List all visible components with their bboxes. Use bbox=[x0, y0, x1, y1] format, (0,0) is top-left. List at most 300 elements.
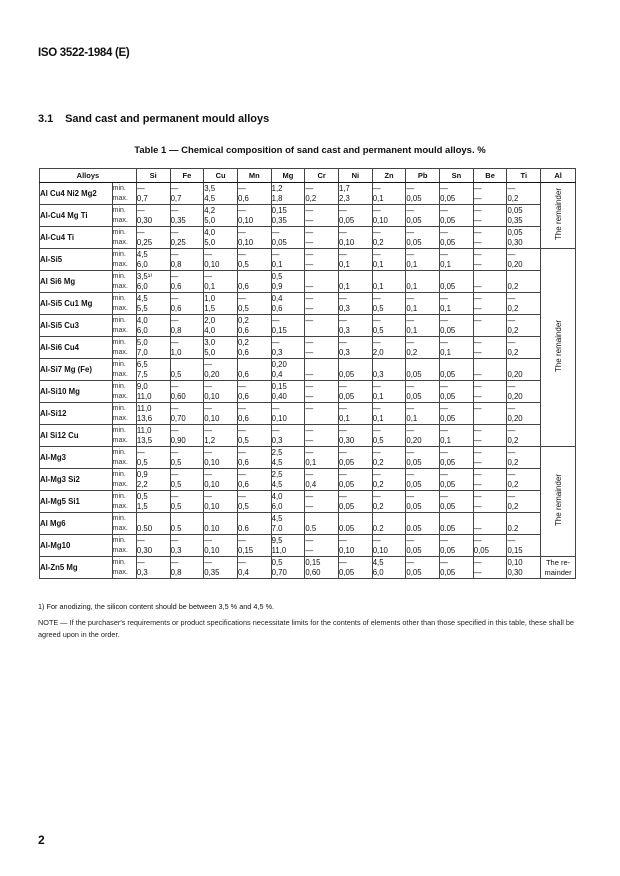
min-label: min. bbox=[112, 250, 126, 258]
min-value: — bbox=[305, 447, 314, 457]
max-value: 0,05 bbox=[440, 237, 456, 247]
table-row bbox=[40, 491, 576, 513]
min-value bbox=[474, 360, 507, 370]
cell-fe bbox=[170, 293, 204, 315]
alloy-name: Al-Si6 Cu4 bbox=[40, 337, 113, 359]
max-value: 0,05 bbox=[440, 391, 456, 401]
max-value: 0,3 bbox=[271, 347, 283, 357]
min-value: — bbox=[237, 535, 246, 545]
aluminium-remainder bbox=[541, 447, 576, 557]
min-value: 9,5 bbox=[271, 535, 283, 545]
cell-pb bbox=[406, 337, 440, 359]
max-value: 0,20 bbox=[507, 259, 523, 269]
limit-labels bbox=[112, 271, 136, 293]
min-value: 2,0 bbox=[204, 315, 216, 325]
column-header-be: Be bbox=[473, 169, 507, 183]
cell-si bbox=[136, 403, 170, 425]
min-value: — bbox=[271, 403, 280, 413]
min-value: — bbox=[473, 491, 482, 501]
min-value: — bbox=[305, 535, 314, 545]
cell-be bbox=[473, 491, 507, 513]
min-value bbox=[339, 272, 372, 282]
cell-sn bbox=[440, 513, 474, 535]
cell-cr bbox=[305, 425, 339, 447]
max-value: 0,1 bbox=[440, 347, 451, 357]
min-value: 4,0 bbox=[271, 491, 283, 501]
cell-sn bbox=[440, 491, 474, 513]
max-value: — bbox=[305, 303, 314, 313]
min-value: — bbox=[271, 249, 280, 259]
min-value bbox=[305, 360, 338, 370]
max-value: 0,10 bbox=[372, 215, 388, 225]
max-label: max. bbox=[112, 238, 128, 246]
alloy-name: Al-Si10 Mg bbox=[40, 381, 113, 403]
cell-pb bbox=[406, 513, 440, 535]
cell-cu bbox=[204, 315, 238, 337]
cell-mg bbox=[271, 469, 305, 491]
max-value: 0,1 bbox=[305, 457, 317, 467]
max-value: 0,30 bbox=[339, 435, 355, 445]
min-value: — bbox=[440, 447, 448, 457]
max-value: 5,5 bbox=[136, 303, 148, 313]
max-value: 0,10 bbox=[204, 259, 220, 269]
max-value: 0,2 bbox=[507, 457, 519, 467]
cell-pb bbox=[406, 293, 440, 315]
cell-fe bbox=[170, 535, 204, 557]
min-value: — bbox=[339, 557, 347, 567]
max-value: 4,5 bbox=[204, 193, 216, 203]
cell-ni bbox=[339, 205, 373, 227]
max-value: — bbox=[305, 501, 314, 511]
min-value: — bbox=[170, 381, 179, 391]
cell-mg bbox=[271, 557, 305, 579]
max-value: 5,0 bbox=[204, 347, 216, 357]
limit-labels bbox=[112, 249, 136, 271]
min-label: min. bbox=[112, 536, 126, 544]
cell-mn bbox=[237, 447, 271, 469]
cell-mn bbox=[237, 293, 271, 315]
min-value: — bbox=[372, 205, 381, 215]
max-value: 0,05 bbox=[406, 237, 422, 247]
min-value: — bbox=[473, 535, 482, 545]
min-value bbox=[507, 360, 540, 370]
max-value: 0,05 bbox=[339, 501, 355, 511]
cell-fe bbox=[170, 403, 204, 425]
max-value: 0,20 bbox=[507, 369, 523, 379]
min-value: — bbox=[473, 381, 482, 391]
cell-be bbox=[473, 227, 507, 249]
cell-mg bbox=[271, 491, 305, 513]
max-value: 0,05 bbox=[473, 545, 489, 555]
cell-si bbox=[136, 337, 170, 359]
cell-be bbox=[473, 293, 507, 315]
table-row bbox=[40, 271, 576, 293]
aluminium-remainder bbox=[541, 557, 576, 579]
max-value: 0,05 bbox=[339, 391, 355, 401]
cell-ti bbox=[507, 337, 541, 359]
max-value: — bbox=[305, 237, 314, 247]
max-label: max. bbox=[112, 546, 128, 554]
cell-be bbox=[473, 183, 507, 205]
max-value: 0,15 bbox=[237, 545, 254, 555]
max-label: max. bbox=[112, 370, 128, 378]
min-value: — bbox=[170, 271, 179, 281]
min-value: — bbox=[271, 425, 280, 435]
min-value: — bbox=[372, 337, 381, 347]
cell-sn bbox=[440, 535, 474, 557]
max-value: 6,0 bbox=[271, 501, 283, 511]
cell-be bbox=[473, 205, 507, 227]
max-value: 0,4 bbox=[305, 479, 317, 489]
min-value: — bbox=[237, 249, 246, 259]
table-row bbox=[40, 535, 576, 557]
max-value: 0,35 bbox=[271, 215, 287, 225]
cell-pb bbox=[406, 359, 440, 381]
max-value: 0,2 bbox=[406, 347, 418, 357]
cell-mg bbox=[271, 271, 305, 293]
max-value: 0,05 bbox=[440, 545, 456, 555]
max-value: 0,05 bbox=[440, 325, 456, 335]
max-value: 0,5 bbox=[237, 259, 249, 269]
cell-fe bbox=[170, 447, 204, 469]
min-value bbox=[406, 360, 439, 370]
min-value: — bbox=[372, 447, 381, 457]
min-value: — bbox=[440, 337, 448, 347]
table-row bbox=[40, 205, 576, 227]
max-value: 0,9 bbox=[271, 281, 283, 291]
cell-sn bbox=[440, 183, 474, 205]
cell-ti bbox=[507, 381, 541, 403]
max-value: 0,4 bbox=[237, 567, 249, 577]
min-value: — bbox=[339, 293, 347, 303]
max-value: — bbox=[473, 303, 482, 313]
max-value: 2,3 bbox=[339, 193, 350, 203]
min-value: — bbox=[305, 403, 314, 413]
max-value: 0,3 bbox=[339, 325, 350, 335]
min-value: 4,5 bbox=[136, 293, 148, 303]
min-label: min. bbox=[112, 272, 126, 280]
cell-cr bbox=[305, 359, 339, 381]
cell-cu bbox=[204, 403, 238, 425]
max-value: 0,5 bbox=[237, 435, 249, 445]
max-value: 0,2 bbox=[372, 457, 384, 467]
max-value: — bbox=[473, 567, 482, 577]
alloy-name: Al-Mg10 bbox=[40, 535, 113, 557]
min-value: — bbox=[473, 249, 482, 259]
column-header-zn: Zn bbox=[372, 169, 406, 183]
max-label: max. bbox=[112, 568, 128, 576]
cell-be bbox=[473, 403, 507, 425]
cell-cu bbox=[204, 293, 238, 315]
min-value: — bbox=[339, 469, 347, 479]
cell-zn bbox=[372, 513, 406, 535]
max-value: 0,1 bbox=[440, 259, 451, 269]
cell-cr bbox=[305, 513, 339, 535]
min-value: — bbox=[406, 227, 415, 237]
max-value: 0.5 bbox=[305, 523, 317, 533]
max-value: 4,0 bbox=[204, 325, 216, 335]
max-label: max. bbox=[112, 326, 128, 334]
min-label: min. bbox=[112, 426, 126, 434]
max-value: 0,90 bbox=[170, 435, 186, 445]
max-value: 0,6 bbox=[237, 281, 249, 291]
min-value: — bbox=[170, 557, 179, 567]
cell-ni bbox=[339, 381, 373, 403]
max-value: 0,6 bbox=[237, 391, 249, 401]
cell-zn bbox=[372, 315, 406, 337]
max-value: 0,1 bbox=[339, 413, 350, 423]
min-value: — bbox=[473, 227, 482, 237]
max-value: 0,10 bbox=[204, 413, 220, 423]
max-value: 0,05 bbox=[406, 479, 422, 489]
cell-mn bbox=[237, 315, 271, 337]
min-value: — bbox=[440, 249, 448, 259]
max-value bbox=[474, 326, 507, 336]
min-value: — bbox=[237, 557, 246, 567]
max-value: 0,70 bbox=[271, 567, 287, 577]
max-value: 0,8 bbox=[170, 259, 182, 269]
alloy-name: Al-Si5 Cu1 Mg bbox=[40, 293, 113, 315]
cell-fe bbox=[170, 249, 204, 271]
cell-pb bbox=[406, 227, 440, 249]
min-value: 0,10 bbox=[507, 557, 523, 567]
max-value: 0,8 bbox=[170, 325, 182, 335]
cell-ti bbox=[507, 403, 541, 425]
min-value: 4,2 bbox=[204, 205, 216, 215]
max-value: 0,20 bbox=[406, 435, 422, 445]
cell-ti bbox=[507, 513, 541, 535]
max-value: 0,05 bbox=[440, 369, 456, 379]
cell-mg bbox=[271, 227, 305, 249]
cell-sn bbox=[440, 381, 474, 403]
max-value: 0,2 bbox=[507, 501, 519, 511]
min-value: — bbox=[339, 535, 347, 545]
alloy-name: Al-Cu4 Mg Ti bbox=[40, 205, 113, 227]
min-value: 2,5 bbox=[271, 469, 283, 479]
min-value bbox=[238, 514, 271, 524]
cell-fe bbox=[170, 557, 204, 579]
cell-mn bbox=[237, 249, 271, 271]
max-value: 0,10 bbox=[372, 545, 388, 555]
cell-ti bbox=[507, 557, 541, 579]
cell-fe bbox=[170, 381, 204, 403]
min-value: — bbox=[170, 249, 179, 259]
cell-fe bbox=[170, 425, 204, 447]
max-value bbox=[474, 414, 507, 424]
max-value: 0,1 bbox=[406, 413, 418, 423]
cell-ni bbox=[339, 337, 373, 359]
cell-fe bbox=[170, 183, 204, 205]
max-label: max. bbox=[112, 480, 128, 488]
max-label: max. bbox=[112, 458, 128, 466]
min-value: — bbox=[204, 491, 213, 501]
min-value: — bbox=[170, 535, 179, 545]
min-value bbox=[204, 514, 237, 524]
max-value: 0,05 bbox=[271, 237, 287, 247]
max-value: 0,10 bbox=[204, 501, 220, 511]
min-value: — bbox=[507, 425, 516, 435]
max-value: 0,1 bbox=[440, 303, 451, 313]
max-value: 0,2 bbox=[507, 303, 519, 313]
min-value: — bbox=[170, 205, 179, 215]
column-header-ti: Ti bbox=[507, 169, 541, 183]
cell-mg bbox=[271, 249, 305, 271]
table-row bbox=[40, 293, 576, 315]
cell-fe bbox=[170, 359, 204, 381]
max-value: 0,1 bbox=[339, 281, 350, 291]
section-heading bbox=[38, 113, 269, 125]
min-value: — bbox=[507, 469, 516, 479]
column-header-cr: Cr bbox=[305, 169, 339, 183]
table-row bbox=[40, 447, 576, 469]
min-value: — bbox=[204, 535, 213, 545]
cell-ti bbox=[507, 491, 541, 513]
cell-mg bbox=[271, 535, 305, 557]
cell-be bbox=[473, 557, 507, 579]
max-value: 0,10 bbox=[271, 413, 287, 423]
max-value: 0,6 bbox=[170, 281, 182, 291]
cell-sn bbox=[440, 249, 474, 271]
min-value bbox=[305, 272, 338, 282]
max-value: 0,1 bbox=[372, 259, 384, 269]
limit-labels bbox=[112, 425, 136, 447]
cell-ti bbox=[507, 227, 541, 249]
max-value: 0.6 bbox=[237, 523, 249, 533]
alloy-name: Al-Si5 bbox=[40, 249, 113, 271]
section-number: 3.1 bbox=[38, 113, 54, 125]
max-value: — bbox=[473, 281, 482, 291]
max-value: 0,2 bbox=[372, 479, 384, 489]
cell-be bbox=[473, 337, 507, 359]
min-value: — bbox=[406, 249, 415, 259]
max-value: — bbox=[473, 501, 482, 511]
max-label: max. bbox=[112, 392, 128, 400]
cell-cr bbox=[305, 205, 339, 227]
cell-cu bbox=[204, 227, 238, 249]
max-value: — bbox=[473, 457, 482, 467]
min-value: — bbox=[339, 249, 347, 259]
min-value: — bbox=[372, 535, 381, 545]
max-value: 0.05 bbox=[339, 523, 355, 533]
max-value: 0,2 bbox=[507, 479, 519, 489]
cell-si bbox=[136, 491, 170, 513]
min-value: 4,5 bbox=[372, 557, 384, 567]
min-label: min. bbox=[112, 382, 126, 390]
cell-sn bbox=[440, 557, 474, 579]
cell-zn bbox=[372, 183, 406, 205]
min-value: — bbox=[136, 227, 145, 237]
cell-mn bbox=[237, 557, 271, 579]
max-label: max. bbox=[112, 216, 128, 224]
min-value: — bbox=[440, 425, 448, 435]
max-value: 0.05 bbox=[406, 523, 422, 533]
max-value: 0,05 bbox=[406, 193, 422, 203]
min-value: 4,5 bbox=[271, 513, 283, 523]
min-value: — bbox=[305, 381, 314, 391]
max-value: 11,0 bbox=[271, 545, 287, 555]
max-value: 0,2 bbox=[372, 501, 384, 511]
max-value: — bbox=[473, 479, 482, 489]
max-value: — bbox=[473, 347, 482, 357]
max-value: — bbox=[473, 523, 482, 533]
min-value: — bbox=[473, 205, 482, 215]
max-value: 0,05 bbox=[339, 457, 355, 467]
cell-cu bbox=[204, 513, 238, 535]
limit-labels bbox=[112, 205, 136, 227]
min-value: — bbox=[372, 227, 381, 237]
cell-sn bbox=[440, 315, 474, 337]
cell-pb bbox=[406, 447, 440, 469]
cell-be bbox=[473, 359, 507, 381]
cell-pb bbox=[406, 271, 440, 293]
max-value: 0,40 bbox=[271, 391, 287, 401]
column-header-alloys: Alloys bbox=[40, 169, 137, 183]
cell-pb bbox=[406, 425, 440, 447]
max-value: 0,05 bbox=[440, 567, 456, 577]
max-value: 0,5 bbox=[372, 303, 384, 313]
max-value: — bbox=[305, 435, 314, 445]
min-value: 5,0 bbox=[136, 337, 148, 347]
max-value: 6,0 bbox=[372, 567, 384, 577]
column-header-mg: Mg bbox=[271, 169, 305, 183]
min-value: — bbox=[204, 469, 213, 479]
cell-ti bbox=[507, 249, 541, 271]
cell-si bbox=[136, 535, 170, 557]
cell-si bbox=[136, 249, 170, 271]
max-value: 5,0 bbox=[204, 215, 216, 225]
cell-fe bbox=[170, 513, 204, 535]
min-value: 0,2 bbox=[237, 337, 249, 347]
max-value: 1,2 bbox=[204, 435, 216, 445]
cell-mg bbox=[271, 425, 305, 447]
min-value: 0,20 bbox=[271, 359, 287, 369]
max-value: 0,1 bbox=[372, 413, 384, 423]
max-value: 0,05 bbox=[440, 457, 456, 467]
table-row bbox=[40, 227, 576, 249]
cell-cr bbox=[305, 271, 339, 293]
min-value: — bbox=[305, 227, 314, 237]
cell-ti bbox=[507, 359, 541, 381]
min-value: — bbox=[204, 249, 213, 259]
min-value: — bbox=[204, 381, 213, 391]
max-value: 0.10 bbox=[204, 523, 220, 533]
max-value: 0,1 bbox=[406, 259, 418, 269]
table-row bbox=[40, 425, 576, 447]
max-value: 11,0 bbox=[136, 391, 152, 401]
cell-si bbox=[136, 293, 170, 315]
min-value: — bbox=[507, 447, 516, 457]
max-value: 0,25 bbox=[136, 237, 153, 247]
max-value: 0,30 bbox=[507, 567, 523, 577]
max-label: max. bbox=[112, 524, 128, 532]
min-label: min. bbox=[112, 294, 126, 302]
cell-cu bbox=[204, 447, 238, 469]
min-value: 1,2 bbox=[271, 183, 283, 193]
min-label: min. bbox=[112, 448, 126, 456]
max-value: 0,3 bbox=[372, 369, 384, 379]
max-value: 0,35 bbox=[170, 215, 186, 225]
alloy-name: Al-Mg5 Si1 bbox=[40, 491, 113, 513]
min-value: — bbox=[237, 403, 246, 413]
max-value: 0,10 bbox=[237, 237, 254, 247]
max-value: 0,20 bbox=[507, 391, 523, 401]
max-value: 1,5 bbox=[204, 303, 216, 313]
min-value: — bbox=[372, 425, 381, 435]
cell-cr bbox=[305, 227, 339, 249]
min-label: min. bbox=[112, 492, 126, 500]
cell-be bbox=[473, 271, 507, 293]
table-row bbox=[40, 249, 576, 271]
